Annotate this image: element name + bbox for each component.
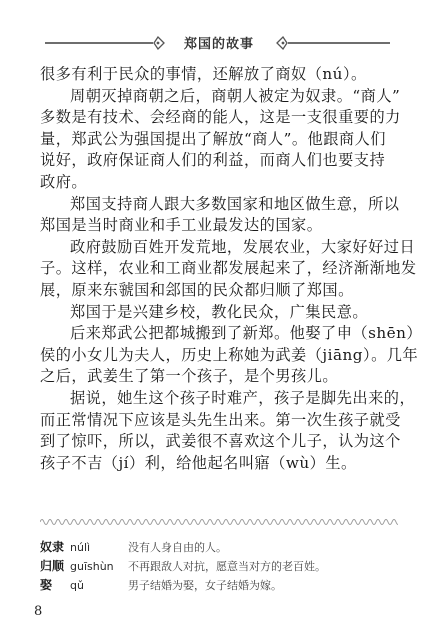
page-number: 8 (34, 604, 43, 619)
glossary-term: 归顺 (40, 559, 65, 573)
glossary-definition: 不再跟敌人对抗，愿意当对方的老百姓。 (128, 560, 326, 573)
text-line: 子。这样，农业和工商业都发展起来了，经济渐渐地发 (40, 259, 417, 278)
glossary-pinyin: qǔ (70, 579, 84, 592)
glossary-term: 奴隶 (40, 540, 65, 554)
text-line: 孩子不吉（jí）利，给他起名叫寤（wù）生。 (40, 453, 357, 472)
text-line: 到了惊吓，所以，武姜很不喜欢这个儿子，认为这个 (40, 432, 401, 451)
glossary-entry (40, 538, 400, 557)
header-rule-left (45, 42, 153, 44)
text-line: 后来郑武公把都城搬到了新郑。他娶了申（shēn） (70, 324, 423, 343)
text-line: 政府鼓励百姓开发荒地，发展农业，大家好好过日 (70, 237, 416, 256)
body-text (40, 64, 423, 474)
text-line: 很多有利于民众的事情，还解放了商奴（nú）。 (40, 65, 367, 83)
paragraph (40, 64, 398, 86)
header-title: 郑国的故事 (183, 37, 254, 52)
text-line: 政府。 (40, 172, 88, 191)
paragraph (40, 323, 423, 388)
text-line: 而正常情况下应该是头先生出来。第一次生孩子就受 (40, 410, 401, 429)
header-ornament-right (276, 36, 288, 50)
glossary-divider (40, 516, 398, 528)
paragraph (40, 86, 401, 194)
header-rule-right (288, 42, 390, 44)
text-line: 郑国是当时商业和手工业最发达的国家。 (40, 216, 323, 235)
glossary (40, 538, 400, 595)
paragraph (40, 194, 398, 237)
text-line: 之后，武姜生了第一个孩子，是个男孩儿。 (40, 367, 339, 386)
glossary-definition: 男子结婚为娶，女子结婚为嫁。 (128, 579, 282, 592)
text-line: 量，郑武公为强国提出了解放“商人”。他跟商人们 (40, 129, 386, 148)
glossary-definition: 没有人身自由的人。 (128, 541, 227, 554)
glossary-entry (40, 557, 400, 576)
text-line: 侯的小女儿为夫人，历史上称她为武姜（jiāng）。几年 (40, 345, 419, 364)
paragraph (40, 388, 416, 474)
running-header (0, 32, 438, 54)
text-line: 多数是有技术、会经商的能人，这是一支很重要的力 (40, 108, 401, 127)
glossary-pinyin: núlì (70, 541, 91, 554)
header-ornament-left (153, 36, 165, 50)
text-line: 郑国支持商人跟大多数国家和地区做生意，所以 (70, 194, 400, 213)
glossary-term: 娶 (40, 578, 53, 592)
paragraph (40, 237, 417, 302)
glossary-pinyin: guīshùn (70, 560, 114, 573)
paragraph (40, 302, 398, 324)
glossary-entry (40, 576, 400, 595)
text-line: 展，原来东虢国和郐国的民众都归顺了郑国。 (40, 280, 354, 299)
text-line: 据说，她生这个孩子时难产，孩子是脚先出来的， (70, 388, 416, 407)
text-line: 说好，政府保证商人们的利益，而商人们也要支持 (40, 151, 386, 170)
text-line: 周朝灭掉商朝之后，商朝人被定为奴隶。“商人” (70, 86, 401, 105)
text-line: 郑国于是兴建乡校，教化民众，广集民意。 (70, 302, 369, 321)
